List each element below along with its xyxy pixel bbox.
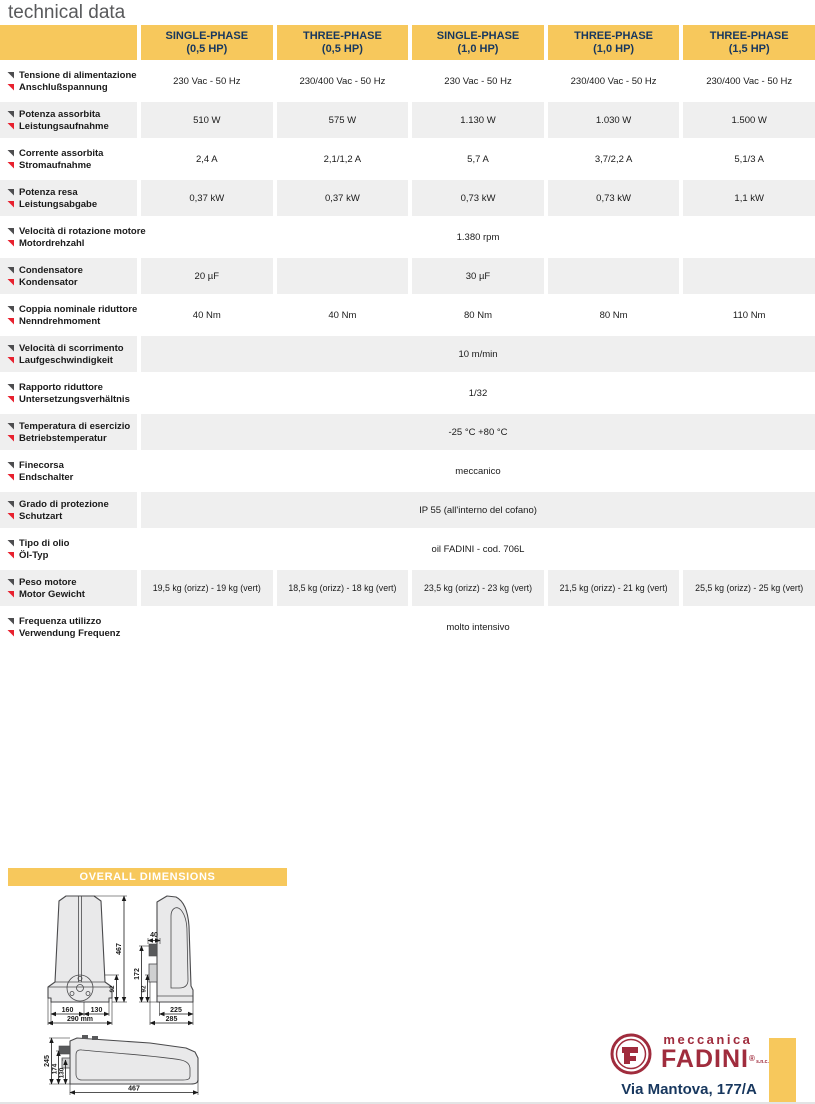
table-row — [0, 570, 815, 606]
table-row — [0, 492, 815, 528]
row-label-text: Motordrehzahl — [19, 237, 85, 249]
row-label-text: Anschlußspannung — [19, 81, 108, 93]
marker-triangle-icon — [7, 540, 14, 547]
value-cell: 23,5 kg (orizz) - 23 kg (vert) — [412, 570, 544, 606]
row-label — [0, 570, 137, 606]
column-header-line1: SINGLE-PHASE — [436, 29, 520, 42]
technical-data-table — [0, 25, 815, 645]
brand-top: meccanica — [663, 1032, 753, 1047]
marker-triangle-icon — [7, 111, 14, 118]
value-cell: 80 Nm — [599, 309, 628, 321]
row-label-text: Tensione di alimentazione — [19, 69, 137, 81]
marker-triangle-icon — [7, 345, 14, 352]
row-label — [0, 141, 137, 177]
table-row — [0, 102, 815, 138]
value-cell: 230/400 Vac - 50 Hz — [570, 75, 657, 87]
row-label-de — [7, 394, 137, 405]
row-label-de — [7, 433, 137, 444]
row-label-it — [7, 304, 137, 315]
marker-triangle-icon — [7, 474, 14, 481]
row-label-text: Peso motore — [19, 576, 77, 588]
row-label-it — [7, 265, 137, 276]
column-header-line2: (1,0 HP) — [593, 42, 635, 55]
row-label-it — [7, 109, 137, 120]
row-label — [0, 609, 137, 645]
row-label-text: Untersetzungsverhältnis — [19, 393, 130, 405]
marker-triangle-icon — [7, 396, 14, 403]
value-cell-span: 10 m/min — [141, 336, 815, 372]
value-cell: 1,1 kW — [683, 180, 815, 216]
registered-mark: ® — [748, 1054, 755, 1063]
column-header-line2: (0,5 HP) — [186, 42, 228, 55]
column-header-line2: (1,5 HP) — [728, 42, 770, 55]
column-header-line2: (0,5 HP) — [321, 42, 363, 55]
row-label-de — [7, 199, 137, 210]
value-cell: 1.030 W — [548, 102, 680, 138]
row-label-it — [7, 577, 137, 588]
brand-main: FADINI — [661, 1045, 749, 1073]
accent-bar — [769, 1038, 796, 1104]
row-label-it — [7, 70, 137, 81]
column-header-line1: THREE-PHASE — [302, 29, 382, 42]
row-label-it — [7, 343, 137, 354]
row-label-de — [7, 82, 137, 93]
value-cell: 0,37 kW — [277, 180, 409, 216]
dim-side-w1: 225 — [170, 1007, 182, 1014]
dimension-drawings — [30, 888, 260, 1102]
table-row — [0, 141, 815, 177]
marker-triangle-icon — [7, 228, 14, 235]
value-cell: 30 µF — [412, 258, 544, 294]
marker-triangle-icon — [7, 591, 14, 598]
overall-dimensions-banner: OVERALL DIMENSIONS — [8, 868, 287, 886]
column-header-line1: SINGLE-PHASE — [165, 29, 249, 42]
value-cell: 575 W — [277, 102, 409, 138]
row-label-de — [7, 121, 137, 132]
value-cell: 230/400 Vac - 50 Hz — [299, 75, 386, 87]
marker-triangle-icon — [7, 552, 14, 559]
row-label — [0, 531, 137, 567]
row-label — [0, 297, 137, 333]
marker-triangle-icon — [7, 384, 14, 391]
value-cell-span: IP 55 (all'interno del cofano) — [141, 492, 815, 528]
column-header-line1: THREE-PHASE — [709, 29, 789, 42]
column-header-4 — [548, 25, 680, 60]
value-cell: 110 Nm — [732, 309, 766, 321]
row-label — [0, 492, 137, 528]
page-title: technical data — [8, 2, 126, 23]
row-label-text: Schutzart — [19, 510, 63, 522]
row-label — [0, 219, 146, 255]
column-header-line2: (1,0 HP) — [457, 42, 499, 55]
table-row — [0, 180, 815, 216]
row-label-text: Temperatura di esercizio — [19, 420, 131, 432]
dim-front-total: 290 mm — [66, 1016, 94, 1023]
row-label-de — [7, 511, 137, 522]
row-label-text: Nenndrehmoment — [19, 315, 101, 327]
value-cell: 510 W — [141, 102, 273, 138]
table-body — [0, 63, 815, 645]
value-cell — [277, 258, 409, 294]
row-label — [0, 414, 137, 450]
value-cell: 19,5 kg (orizz) - 19 kg (vert) — [141, 570, 273, 606]
marker-triangle-icon — [7, 267, 14, 274]
value-cell: 21,5 kg (orizz) - 21 kg (vert) — [548, 570, 680, 606]
value-cell: 25,5 kg (orizz) - 25 kg (vert) — [683, 570, 815, 606]
dim-flat-h2: 174 — [51, 1063, 59, 1075]
row-label — [0, 180, 137, 216]
row-label-it — [7, 538, 137, 549]
table-header-row — [0, 25, 815, 60]
value-cell: 80 Nm — [464, 309, 492, 321]
value-cell — [683, 258, 815, 294]
column-header-2 — [277, 25, 409, 60]
row-label-it — [7, 187, 137, 198]
marker-triangle-icon — [7, 189, 14, 196]
row-label-text: Betriebstemperatur — [19, 432, 107, 444]
company-address: Via Mantova, 177/A — [621, 1081, 757, 1098]
marker-triangle-icon — [7, 123, 14, 130]
marker-triangle-icon — [7, 579, 14, 586]
row-label-de — [7, 277, 137, 288]
dim-side-top: 40 — [150, 932, 158, 939]
value-cell-span: meccanico — [455, 465, 501, 477]
row-label-it — [7, 460, 137, 471]
row-label-de — [7, 355, 137, 366]
row-label-text: Tipo di olio — [19, 537, 70, 549]
row-label-de — [7, 316, 137, 327]
value-cell: 5,1/3 A — [734, 153, 764, 165]
marker-triangle-icon — [7, 240, 14, 247]
value-cell-span: 1.380 rpm — [456, 231, 500, 243]
value-cell: 40 Nm — [192, 309, 221, 321]
column-header-empty — [0, 25, 137, 60]
value-cell: 230 Vac - 50 Hz — [444, 75, 512, 87]
row-label-de — [7, 628, 137, 639]
dim-side-h1: 172 — [134, 968, 141, 980]
row-label-it — [7, 499, 137, 510]
marker-triangle-icon — [7, 201, 14, 208]
value-cell: 18,5 kg (orizz) - 18 kg (vert) — [277, 570, 409, 606]
dim-front-hub: 92 — [109, 985, 116, 993]
value-cell: 230/400 Vac - 50 Hz — [706, 75, 793, 87]
fadini-wordmark — [661, 1032, 769, 1075]
marker-triangle-icon — [7, 318, 14, 325]
row-label — [0, 63, 137, 99]
value-cell: 0,73 kW — [548, 180, 680, 216]
dim-flat-length: 467 — [128, 1085, 140, 1093]
fadini-logo — [608, 1031, 769, 1077]
dim-front-height: 467 — [116, 943, 123, 955]
value-cell: 2,4 A — [195, 153, 218, 165]
marker-triangle-icon — [7, 462, 14, 469]
row-label-text: Frequenza utilizzo — [19, 615, 102, 627]
horizontal-view-drawing — [44, 1035, 198, 1095]
marker-triangle-icon — [7, 84, 14, 91]
value-cell: 5,7 A — [467, 153, 489, 165]
marker-triangle-icon — [7, 423, 14, 430]
value-cell — [548, 258, 680, 294]
row-label — [0, 453, 137, 489]
row-label-text: Velocità di scorrimento — [19, 342, 124, 354]
row-label-text: Endschalter — [19, 471, 74, 483]
marker-triangle-icon — [7, 72, 14, 79]
value-cell-span: 1/32 — [468, 387, 488, 399]
value-cell: 1.500 W — [683, 102, 815, 138]
row-label-it — [7, 148, 137, 159]
row-label — [0, 102, 137, 138]
table-row — [0, 336, 815, 372]
table-row — [0, 297, 815, 333]
row-label — [0, 375, 137, 411]
marker-triangle-icon — [7, 306, 14, 313]
marker-triangle-icon — [7, 618, 14, 625]
marker-triangle-icon — [7, 162, 14, 169]
row-label-de — [7, 160, 137, 171]
front-view-drawing — [48, 896, 127, 1025]
brand-suffix: s.n.c. — [756, 1059, 769, 1065]
row-label-text: Velocità di rotazione motore — [19, 225, 146, 237]
row-label-text: Kondensator — [19, 276, 78, 288]
marker-triangle-icon — [7, 279, 14, 286]
table-row — [0, 375, 815, 411]
row-label-text: Potenza assorbita — [19, 108, 101, 120]
dim-front-w2: 130 — [90, 1007, 103, 1014]
dim-side-h2: 92 — [140, 985, 148, 993]
row-label-text: Leistungsaufnahme — [19, 120, 109, 132]
row-label-de — [7, 550, 137, 561]
row-label-text: Leistungsabgabe — [19, 198, 98, 210]
value-cell: 3,7/2,2 A — [594, 153, 633, 165]
dim-flat-h3: 130 — [58, 1067, 66, 1079]
row-label-text: Corrente assorbita — [19, 147, 104, 159]
row-label-de — [7, 472, 137, 483]
column-header-1 — [141, 25, 273, 60]
row-label-de — [7, 238, 137, 249]
value-cell-span: molto intensivo — [446, 621, 510, 633]
row-label-text: Verwendung Frequenz — [19, 627, 121, 639]
row-label-text: Stromaufnahme — [19, 159, 92, 171]
row-label-text: Rapporto riduttore — [19, 381, 103, 393]
row-label — [0, 258, 137, 294]
value-cell: 1.130 W — [412, 102, 544, 138]
dim-side-w2: 285 — [165, 1016, 178, 1023]
row-label-text: Potenza resa — [19, 186, 78, 198]
row-label-text: Laufgeschwindigkeit — [19, 354, 113, 366]
dim-front-w1: 160 — [61, 1007, 74, 1014]
row-label-it — [7, 616, 137, 627]
value-cell-span: -25 °C +80 °C — [141, 414, 815, 450]
value-cell: 0,73 kW — [412, 180, 544, 216]
table-row — [0, 258, 815, 294]
value-cell: 0,37 kW — [141, 180, 273, 216]
row-label-text: Motor Gewicht — [19, 588, 85, 600]
marker-triangle-icon — [7, 150, 14, 157]
row-label-it — [7, 421, 137, 432]
side-view-drawing — [134, 896, 193, 1025]
value-cell-span: oil FADINI - cod. 706L — [431, 543, 525, 555]
fadini-emblem-icon — [608, 1031, 654, 1077]
column-header-line1: THREE-PHASE — [574, 29, 654, 42]
row-label-it — [7, 225, 146, 237]
row-label-text: Öl-Typ — [19, 549, 49, 561]
marker-triangle-icon — [7, 501, 14, 508]
column-header-5 — [683, 25, 815, 60]
row-label-text: Grado di protezione — [19, 498, 109, 510]
row-label-text: Finecorsa — [19, 459, 64, 471]
row-label — [0, 336, 137, 372]
row-label-text: Condensatore — [19, 264, 83, 276]
row-label-it — [7, 382, 137, 393]
value-cell: 2,1/1,2 A — [323, 153, 362, 165]
dim-flat-h1: 245 — [44, 1055, 51, 1067]
table-row — [0, 219, 815, 255]
value-cell: 20 µF — [141, 258, 273, 294]
marker-triangle-icon — [7, 435, 14, 442]
table-row — [0, 63, 815, 99]
marker-triangle-icon — [7, 357, 14, 364]
table-row — [0, 531, 815, 567]
column-header-3 — [412, 25, 544, 60]
value-cell: 40 Nm — [328, 309, 357, 321]
value-cell: 230 Vac - 50 Hz — [173, 75, 241, 87]
table-row — [0, 609, 815, 645]
row-label-de — [7, 589, 137, 600]
marker-triangle-icon — [7, 630, 14, 637]
table-row — [0, 453, 815, 489]
marker-triangle-icon — [7, 513, 14, 520]
table-row — [0, 414, 815, 450]
row-label-text: Coppia nominale riduttore — [19, 303, 138, 315]
